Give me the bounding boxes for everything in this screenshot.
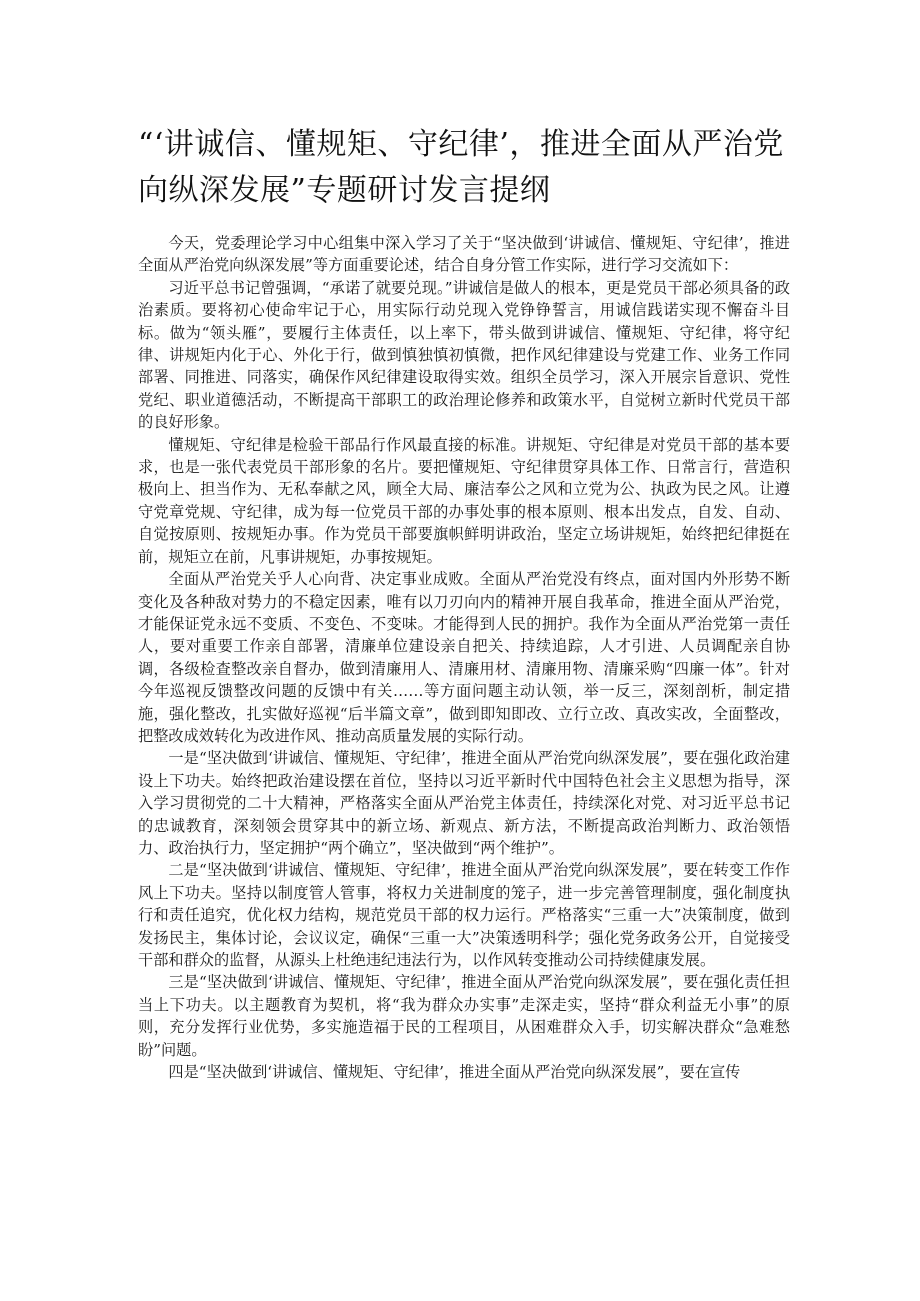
paragraph-point-three: 三是“坚决做到‘讲诚信、懂规矩、守纪律’，推进全面从严治党向纵深发展”，要在强化责任担当上下功夫。以主题教育为契机，将“我为群众办实事”走深走实，坚持“群众利益无小事”的原则，充分发挥行业优势，多实施造福于民的工程项目，从困难群众入手，切实解决群众“急难愁盼”问题。 — [138, 973, 790, 1059]
paragraph-point-four: 四是“坚决做到‘讲诚信、懂规矩、守纪律’，推进全面从严治党向纵深发展”，要在宣传 — [168, 1063, 741, 1082]
paragraph-point-one: 一是“坚决做到‘讲诚信、懂规矩、守纪律’，推进全面从严治党向纵深发展”，要在强化政治建设上下功夫。始终把政治建设摆在首位，坚持以习近平新时代中国特色社会主义思想为指导，深入学习贯彻党的二十大精神，严格落实全面从严治党主体责任，持续深化对党、对习近平总书记的忠诚教育，深刻领会贯穿其中的新立场、新观点、新方法，不断提高政治判断力、政治领悟力、政治执行力，坚定拥护“两个确立”，坚决做到“两个维护”。 — [138, 749, 790, 857]
paragraph-integrity: 习近平总书记曾强调，“承诺了就要兑现。”讲诚信是做人的根本，更是党员干部必须具备的政治素质。要将初心使命牢记于心，用实际行动兑现入党铮铮誓言，用诚信践诺实现不懈奋斗目标。做为“领头雁”，要履行主体责任，以上率下，带头做到讲诚信、懂规矩、守纪律，将守纪律、讲规矩内化于心、外化于行，做到慎独慎初慎微，把作风纪律建设与党建工作、业务工作同部署、同推进、同落实，确保作风纪律建设取得实效。组织全员学习，深入开展宗旨意识、党性党纪、职业道德活动，不断提高干部职工的政治理论修养和政策水平，自觉树立新时代党员干部的良好形象。 — [138, 278, 790, 432]
document-body — [138, 232, 790, 1083]
document-title: “‘讲诚信、懂规矩、守纪律’，推进全面从严治党向纵深发展”专题研讨发言提纲 — [138, 127, 784, 208]
paragraph-rules-discipline: 懂规矩、守纪律是检验干部品行作风最直接的标准。讲规矩、守纪律是对党员干部的基本要求，也是一张代表党员干部形象的名片。要把懂规矩、守纪律贯穿具体工作、日常言行，营造积极向上、担当作为、无私奉献之风，顾全大局、廉洁奉公之风和立党为公、执政为民之风。让遵守党章党规、守纪律，成为每一位党员干部的办事处事的根本原则、根本出发点，自发、自动、自觉按原则、按规矩办事。作为党员干部要旗帜鲜明讲政治，坚定立场讲规矩，始终把纪律挺在前，规矩立在前，凡事讲规矩，办事按规矩。 — [138, 435, 790, 566]
paragraph-point-two: 二是“坚决做到‘讲诚信、懂规矩、守纪律’，推进全面从严治党向纵深发展”，要在转变工作作风上下功夫。坚持以制度管人管事，将权力关进制度的笼子，进一步完善管理制度，强化制度执行和责任追究，优化权力结构，规范党员干部的权力运行。严格落实“三重一大”决策制度，做到发扬民主，集体讨论，会议议定，确保“三重一大”决策透明科学；强化党务政务公开，自觉接受干部和群众的监督，从源头上杜绝违纪违法行为，以作风转变推动公司持续健康发展。 — [138, 861, 790, 969]
paragraph-intro: 今天，党委理论学习中心组集中深入学习了关于“坚决做到‘讲诚信、懂规矩、守纪律’，推进全面从严治党向纵深发展”等方面重要论述，结合自身分管工作实际，进行学习交流如下： — [138, 234, 790, 275]
paragraph-strict-governance: 全面从严治党关乎人心向背、决定事业成败。全面从严治党没有终点，面对国内外形势不断变化及各种敌对势力的不稳定因素，唯有以刀刃向内的精神开展自我革命，推进全面从严治党，才能保证党永远不变质、不变色、不变味。才能得到人民的拥护。我作为全面从严治党第一责任人，要对重要工作亲自部署，清廉单位建设亲自把关、持续追踪，人才引进、人员调配亲自协调，各级检查整改亲自督办，做到清廉用人、清廉用材、清廉用物、清廉采购“四廉一体”。针对今年巡视反馈整改问题的反馈中有关……等方面问题主动认领，举一反三，深刻剖析，制定措施，强化整改，扎实做好巡视“后半篇文章”，做到即知即改、立行立改、真改实改，全面整改，把整改成效转化为改进作风、推动高质量发展的实际行动。 — [138, 570, 790, 745]
